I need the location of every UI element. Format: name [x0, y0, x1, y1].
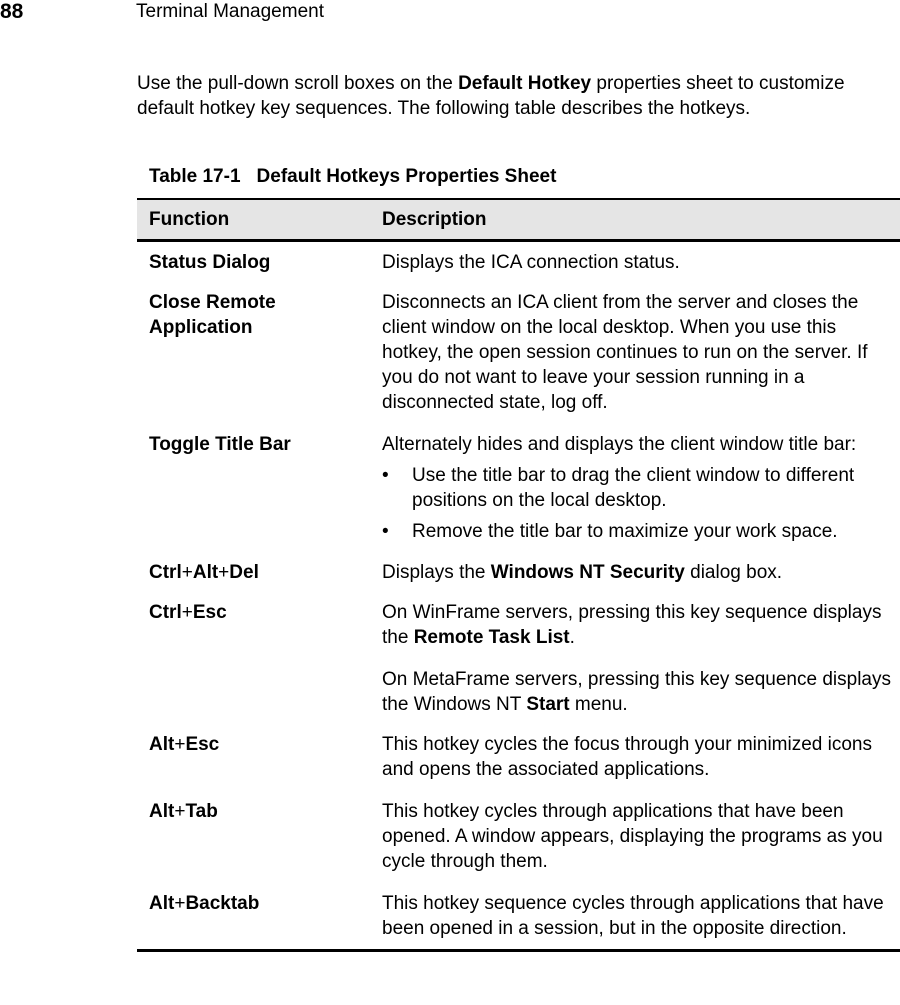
plus-sign: + — [181, 602, 193, 623]
table-bottom-rule — [137, 949, 900, 952]
plus-sign: + — [181, 562, 193, 583]
description-cell — [382, 560, 900, 585]
page-number: 88 — [0, 0, 24, 23]
description-text: menu. — [569, 694, 628, 715]
key-name: Esc — [192, 602, 227, 623]
intro-bold-term: Default Hotkey — [458, 73, 592, 94]
description-bold-term: Windows NT Security — [490, 562, 685, 583]
table-row — [137, 415, 900, 550]
function-cell — [137, 799, 382, 874]
plus-sign: + — [218, 562, 230, 583]
description-cell — [382, 600, 900, 717]
table-header — [137, 198, 900, 242]
table-row — [137, 874, 900, 941]
intro-paragraph — [137, 71, 857, 121]
key-name: Alt — [149, 734, 175, 755]
hotkeys-table — [137, 198, 900, 952]
plus-sign: + — [174, 893, 186, 914]
key-name: Backtab — [185, 893, 260, 914]
description-cell — [382, 432, 900, 550]
description-cell: This hotkey sequence cycles through applications that have been opened in a session, but in the opposite direction. — [382, 893, 884, 939]
description-text: Alternately hides and displays the client window title bar: — [382, 434, 857, 455]
description-text: dialog box. — [684, 562, 783, 583]
table-caption-title: Default Hotkeys Properties Sheet — [256, 166, 557, 187]
key-name: Ctrl — [149, 562, 182, 583]
table-caption — [149, 165, 556, 189]
key-name: Alt — [149, 893, 175, 914]
column-header-function: Function — [149, 208, 230, 230]
table-row — [137, 717, 900, 782]
column-header-description: Description — [382, 208, 487, 230]
description-paragraph — [382, 600, 900, 650]
description-bold-term: Remote Task List — [413, 627, 570, 648]
description-cell: This hotkey cycles the focus through your minimized icons and opens the associated applications. — [382, 734, 872, 780]
function-cell: Close Remote Application — [149, 292, 276, 338]
description-bold-term: Start — [526, 694, 570, 715]
description-text: On WinFrame servers, pressing this key sequence displays the — [382, 602, 882, 648]
function-cell — [137, 560, 382, 585]
function-cell: Status Dialog — [149, 252, 271, 273]
table-row — [137, 275, 900, 415]
table-row — [137, 782, 900, 874]
page-header — [0, 0, 900, 26]
function-cell — [137, 891, 382, 941]
description-cell: Displays the ICA connection status. — [382, 252, 680, 273]
description-text: Displays the — [382, 562, 491, 583]
function-cell — [137, 732, 382, 782]
description-cell: This hotkey cycles through applications that have been opened. A window appears, displaying the programs as you cycle through them. — [382, 801, 883, 872]
bullet-list — [382, 463, 900, 544]
intro-text-before: Use the pull-down scroll boxes on the — [137, 73, 459, 94]
description-text: On MetaFrame servers, pressing this key sequence displays the Windows NT — [382, 669, 891, 715]
plus-sign: + — [174, 734, 186, 755]
bullet-item: • Use the title bar to drag the client window to different positions on the local desktop. — [382, 463, 900, 513]
function-cell — [137, 600, 382, 717]
intro-text-after: properties sheet to customize default hotkey key sequences. The following table describes the hotkeys. — [137, 73, 845, 119]
table-caption-number: Table 17-1 — [149, 166, 241, 187]
table-row — [137, 585, 900, 717]
bullet-item: • Remove the title bar to maximize your work space. — [382, 519, 900, 544]
function-cell: Toggle Title Bar — [149, 434, 291, 455]
description-cell: Disconnects an ICA client from the server and closes the client window on the local desktop. When you use this hotkey, the open session continues to run on the server. If you do not want to leave your session running in a disconnected state, log off. — [382, 292, 868, 413]
running-title: Terminal Management — [136, 1, 324, 22]
description-paragraph — [382, 667, 900, 717]
key-name: Del — [229, 562, 259, 583]
key-name: Esc — [185, 734, 220, 755]
key-name: Alt — [192, 562, 219, 583]
table-row — [137, 550, 900, 585]
description-text: . — [569, 627, 575, 648]
table-row — [137, 242, 900, 275]
key-name: Alt — [149, 801, 175, 822]
key-name: Ctrl — [149, 602, 182, 623]
key-name: Tab — [185, 801, 218, 822]
plus-sign: + — [174, 801, 186, 822]
